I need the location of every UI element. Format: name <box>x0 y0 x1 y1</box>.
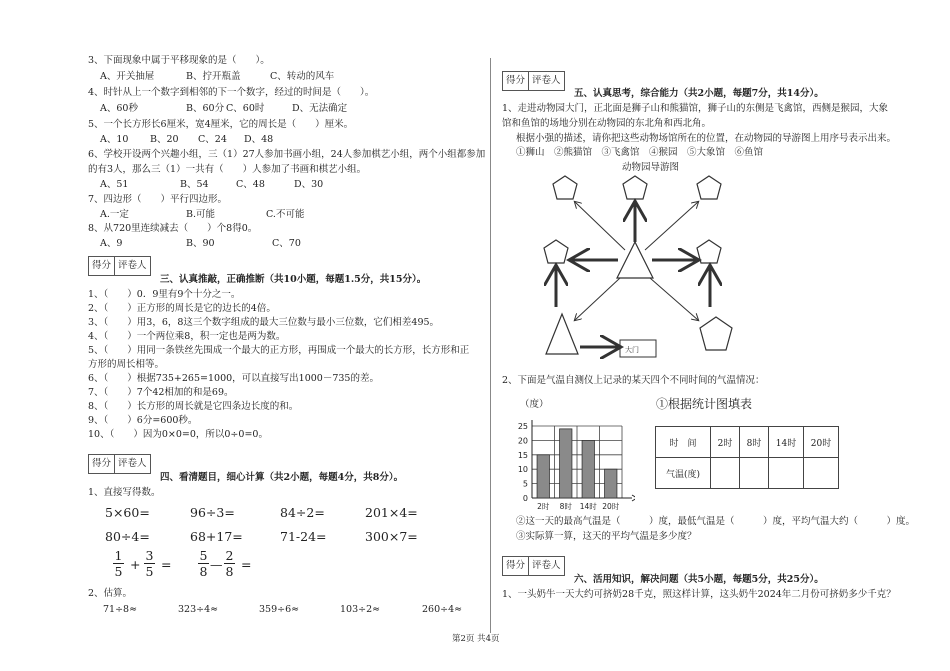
table-header-cell: 20时 <box>804 427 839 458</box>
denominator: 8 <box>225 564 234 579</box>
section-6-question-1: 1、一头奶牛一天大约可挤奶28千克，照这样计算，这头奶牛2024年二月份可挤奶多少千克？ <box>502 589 896 600</box>
table-header-cell: 8时 <box>740 427 769 458</box>
estimate-item: 103÷2≈ <box>340 604 381 615</box>
option: A、51 <box>100 179 129 190</box>
pentagon-slot-top-left[interactable] <box>553 176 577 199</box>
judgement-item: 7、（ ）7个42相加的和是69。 <box>88 387 234 398</box>
option: B、90 <box>186 238 215 249</box>
judgement-item: 10、（ ）因为0×0=0，所以0÷0=0。 <box>88 429 268 440</box>
option: D、48 <box>244 134 274 145</box>
table-answer-cell[interactable] <box>769 458 804 489</box>
option: C、60时 <box>226 103 265 114</box>
temperature-table <box>655 426 839 489</box>
calc-item: 5×60= <box>105 505 150 520</box>
pentagon-slot-middle-right[interactable] <box>697 240 721 263</box>
score-label: 得分 <box>503 557 529 575</box>
table-row <box>656 427 839 458</box>
operator: + <box>130 557 141 572</box>
equals: = <box>241 557 252 572</box>
bottom-left-triangle <box>546 314 578 354</box>
question-6-line-1: 6、学校开设两个兴趣小组，三（1）27人参加书画小组，24人参加棋艺小组，两个小组都参加 <box>88 149 486 160</box>
table-answer-cell[interactable] <box>711 458 740 489</box>
question-5: 5、一个长方形长6厘米，宽4厘米，它的周长是（ ）厘米。 <box>88 119 354 130</box>
option: C.不可能 <box>266 209 305 220</box>
question-2: 2、下面是气温自测仪上记录的某天四个不同时间的气温情况： <box>502 375 765 386</box>
fraction <box>144 549 155 578</box>
gate-label: 大门 <box>625 346 639 354</box>
option: C、70 <box>272 238 301 249</box>
option: D、30 <box>294 179 324 190</box>
judgement-item: 6、（ ）根据735+265=1000，可以直接写出1000－735的差。 <box>88 373 379 384</box>
grader-label: 评卷人 <box>532 560 561 571</box>
fraction <box>113 549 124 578</box>
option: A、60秒 <box>100 103 138 114</box>
bottom-right-pentagon <box>700 317 732 350</box>
score-box <box>88 256 151 276</box>
option: C、24 <box>198 134 227 145</box>
table-header-cell: 14时 <box>769 427 804 458</box>
calc-item: 71-24= <box>280 529 327 544</box>
score-box <box>502 556 565 576</box>
table-answer-cell[interactable] <box>804 458 839 489</box>
x-tick-label: 14时 <box>579 502 597 511</box>
score-label: 得分 <box>89 455 115 473</box>
estimate-item: 260÷4≈ <box>422 604 463 615</box>
calc-item: 96÷3= <box>190 505 235 520</box>
temperature-bar-chart <box>510 414 635 512</box>
venue-list: ①狮山 ②熊猫馆 ③飞禽馆 ④猴园 ⑤大象馆 ⑥鱼馆 <box>516 147 764 158</box>
fraction <box>198 549 209 578</box>
y-tick-label: 25 <box>517 422 528 431</box>
judgement-item: 9、（ ）6分=600秒。 <box>88 415 198 426</box>
map-title: 动物园导游图 <box>622 162 680 173</box>
option: C、转动的风车 <box>270 71 335 82</box>
option: A、开关抽屉 <box>100 71 155 82</box>
option: D、无法确定 <box>292 103 348 114</box>
y-tick-label: 5 <box>522 479 528 489</box>
denominator: 8 <box>199 564 208 579</box>
grader-label: 评卷人 <box>118 458 147 469</box>
operator: — <box>210 557 223 572</box>
numerator: 3 <box>145 548 154 563</box>
score-box <box>502 71 565 91</box>
estimate-item: 71÷8≈ <box>103 604 138 615</box>
bar <box>537 455 549 498</box>
option: B、54 <box>180 179 209 190</box>
column-divider <box>490 58 491 633</box>
option: A、10 <box>100 134 129 145</box>
question-1-line-1: 1、走进动物园大门，正北面是狮子山和熊猫馆，狮子山的东侧是飞禽馆，西侧是猴园，大象 <box>502 103 889 114</box>
section-4-title: 四、看清题目，细心计算（共2小题，每题4分，共8分）。 <box>160 472 404 483</box>
section-5-title: 五、认真思考，综合能力（共2小题，每题7分，共14分）。 <box>574 88 824 99</box>
x-tick-label: 20时 <box>602 502 620 511</box>
judgement-item: 4、（ ）一个两位乘8，积一定也是两为数。 <box>88 331 286 342</box>
judgement-item: 方形的周长相等。 <box>88 359 165 370</box>
y-tick-label: 10 <box>517 465 528 475</box>
bar <box>560 429 572 498</box>
question-8: 8、从720里连续减去（ ）个8得0。 <box>88 223 258 234</box>
estimate-item: 323÷4≈ <box>178 604 219 615</box>
x-tick-label: 8时 <box>559 502 572 511</box>
y-tick-label: 0 <box>522 494 528 503</box>
option: A.一定 <box>100 209 129 220</box>
estimate-instruction: 2、估算。 <box>88 588 133 599</box>
score-box <box>88 454 151 474</box>
judgement-item: 3、（ ）用3，6，8这三个数字组成的最大三位数与最小三位数，它们相差495。 <box>88 317 440 328</box>
judgement-item: 1、（ ）0．9里有9个十分之一。 <box>88 289 241 300</box>
score-label: 得分 <box>89 257 115 275</box>
table-title: ①根据统计图填表 <box>656 397 753 411</box>
question-1-line-2: 馆和鱼馆的场地分别在动物园的东北角和西北角。 <box>502 118 712 129</box>
table-header-cell: 时 间 <box>656 427 711 458</box>
fraction <box>224 549 235 578</box>
score-label: 得分 <box>503 72 529 90</box>
grader-label: 评卷人 <box>532 75 561 86</box>
calc-item: 80÷4= <box>105 529 150 544</box>
calc-item: 300×7= <box>365 529 418 544</box>
zoo-map <box>540 172 740 362</box>
table-answer-cell[interactable] <box>740 458 769 489</box>
option: B.可能 <box>186 209 216 220</box>
x-tick-label: 2时 <box>537 502 550 511</box>
judgement-item: 5、（ ）用同一条铁丝先围成一个最大的正方形，再围成一个最大的长方形，长方形和正 <box>88 345 470 356</box>
calc-instruction: 1、直接写得数。 <box>88 487 161 498</box>
page-footer: 第2页 共4页 <box>452 634 500 644</box>
y-tick-label: 20 <box>517 436 528 446</box>
judgement-item: 8、（ ）长方形的周长就是它四条边长度的和。 <box>88 401 299 412</box>
question-1-line-3: 根据小强的描述，请你把这些动物场馆所在的位置，在动物园的导游图上用序号表示出来。 <box>516 133 897 144</box>
question-2-sub-1: ②这一天的最高气温是（ ）度，最低气温是（ ）度，平均气温大约（ ）度。 <box>516 516 916 527</box>
judgement-item: 2、（ ）正方形的周长是它的边长的4倍。 <box>88 303 276 314</box>
denominator: 5 <box>145 564 154 579</box>
table-row <box>656 458 839 489</box>
calc-item: 84÷2= <box>280 505 325 520</box>
section-6-title: 六、活用知识，解决问题（共5小题，每题5分，共25分）。 <box>574 574 824 585</box>
grader-label: 评卷人 <box>118 260 147 271</box>
option: A、9 <box>100 238 123 249</box>
calc-item: 201×4= <box>365 505 418 520</box>
pentagon-slot-middle-left[interactable] <box>544 240 568 263</box>
question-7: 7、四边形（ ）平行四边形。 <box>88 194 228 205</box>
option: B、60分 <box>186 103 225 114</box>
option: B、拧开瓶盖 <box>186 71 241 82</box>
question-6-line-2: 的有3人，那么三（1）一共有（ ）人参加了书画和棋艺小组。 <box>88 164 367 175</box>
calc-item: 68+17= <box>190 529 243 544</box>
question-4: 4、时针从上一个数字到相邻的下一个数字，经过的时间是（ ）。 <box>88 87 375 98</box>
question-2-sub-2: ③实际算一算，这天的平均气温是多少度？ <box>516 531 697 542</box>
y-tick-label: 15 <box>517 450 528 460</box>
equals: = <box>161 557 172 572</box>
numerator: 1 <box>114 548 123 563</box>
table-header-cell: 2时 <box>711 427 740 458</box>
option: C、48 <box>236 179 265 190</box>
estimate-item: 359÷6≈ <box>259 604 300 615</box>
bar <box>605 469 617 498</box>
question-3: 3、下面现象中属于平移现象的是（ ）。 <box>88 55 270 66</box>
numerator: 2 <box>225 548 234 563</box>
option: B、20 <box>150 134 179 145</box>
chart-unit: （度） <box>520 399 549 410</box>
pentagon-slot-top-center[interactable] <box>623 176 647 199</box>
section-3-title: 三、认真推敲，正确推断（共10小题，每题1.5分，共15分）。 <box>160 274 427 285</box>
numerator: 5 <box>199 548 208 563</box>
table-row-label: 气温(度) <box>656 458 711 489</box>
x-axis-arrow <box>632 495 635 501</box>
pentagon-slot-top-right[interactable] <box>697 176 721 199</box>
denominator: 5 <box>114 564 123 579</box>
bar <box>582 440 594 498</box>
